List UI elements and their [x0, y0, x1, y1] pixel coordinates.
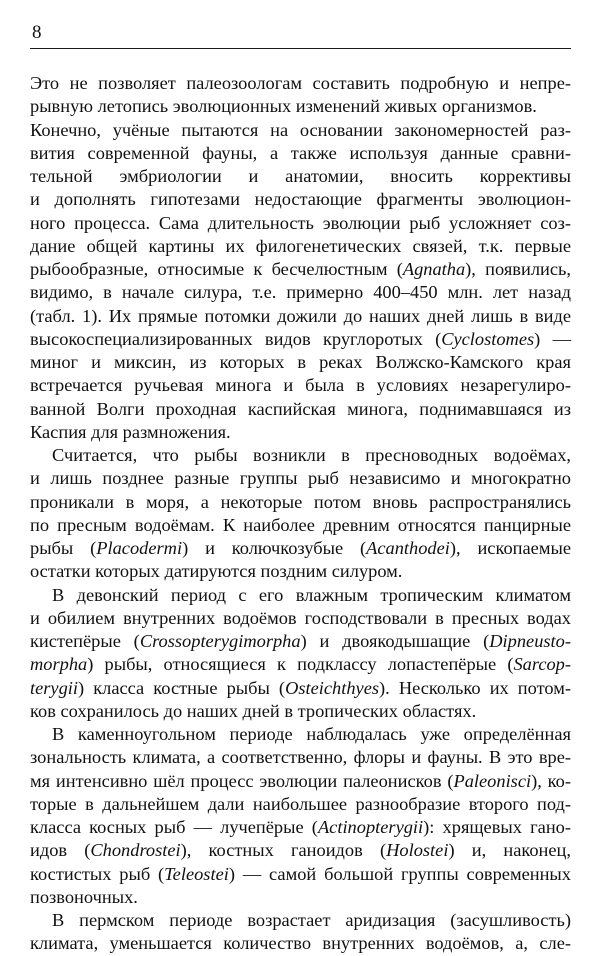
text-line: дание общей картины их филогенетических связей, т.к. первые	[30, 235, 571, 256]
running-header	[30, 22, 571, 49]
text-line: видимо, в начале силура, т.е. примерно 400–450 млн. лет назад	[30, 282, 571, 303]
text-line: Конечно, учёные пытаются на основании закономерностей раз-	[30, 119, 571, 140]
text-line: остатки которых датируются поздним силуром.	[30, 561, 403, 582]
text-line: миног и миксин, из которых в реках Волжско-Камского края	[30, 352, 571, 372]
text-line: идов (Chondrostei), костных ганоидов (Holostei) и, наконец,	[30, 840, 571, 861]
text-line: и обилием внутренних водоёмов господствовали в пресных водах	[30, 607, 571, 628]
text-line: рывную летопись эволюционных изменений живых организмов.	[30, 96, 537, 117]
text-line: рыбы (Placodermi) и колючкозубые (Acanthodei), ископаемые	[30, 538, 571, 558]
text-line: В девонский период с его влажным тропическим климатом	[52, 584, 571, 605]
text-line: рыбообразные, относимые к бесчелюстным (Agnatha), появились,	[30, 259, 571, 279]
text-line: костистых рыб (Teleostei) — самой большой группы современных	[30, 863, 571, 884]
text-line: проникали в моря, а некоторые потом вновь распространялись	[30, 491, 571, 512]
text-line: встречается ручьевая минога и была в условиях незарегулиро-	[30, 375, 571, 396]
text-line: В каменноугольном периоде наблюдалась уже определённая	[52, 724, 571, 744]
text-line: зональность климата, а соответственно, флоры и фауны. В это вре-	[30, 747, 571, 768]
text-line: по пресным водоёмам. К наиболее древним относятся панцирные	[30, 514, 571, 535]
text-line: terygii) класса костные рыбы (Osteichthyes). Несколько их потом-	[30, 677, 572, 698]
text-line: Каспия для размножения.	[30, 421, 231, 442]
text-line: тельной эмбриологии и анатомии, вносить коррективы	[30, 166, 571, 186]
body-text	[30, 72, 571, 956]
text-line: и лишь позднее разные группы рыб независимо и многократно	[30, 468, 571, 489]
text-line: ков сохранилось до наших дней в тропических областях.	[30, 700, 477, 721]
text-line: мя интенсивно шёл процесс эволюции палеонисков (Paleonisci), ко-	[30, 770, 572, 791]
text-line: высокоспециализированных видов круглоротых (Cyclostomes) —	[30, 328, 571, 349]
text-line: Это не позволяет палеозоологам составить подробную и непре-	[30, 73, 571, 93]
text-line: кистепёрые (Crossopterygimorpha) и двоякодышащие (Dipneusto-	[30, 631, 571, 651]
text-line: класса косных рыб — лучепёрые (Actinopterygii): хрящевых гано-	[30, 817, 571, 837]
page-number: 8	[32, 22, 42, 43]
text-line: ного процесса. Сама длительность эволюции рыб усложняет соз-	[30, 212, 571, 233]
text-line: и дополнять гипотезами недостающие фрагменты эволюцион-	[30, 189, 571, 210]
text-line: торые в дальнейшем дали наибольшее разнообразие второго под-	[30, 793, 571, 814]
text-line: В пермском периоде возрастает аридизация (засушливость)	[52, 910, 571, 930]
text-line: вития современной фауны, а также используя данные сравни-	[30, 142, 571, 163]
text-line: (табл. 1). Их прямые потомки дожили до наших дней лишь в виде	[30, 305, 571, 326]
text-line: позвоночных.	[30, 886, 138, 907]
text-line: Считается, что рыбы возникли в пресноводных водоёмах,	[52, 445, 571, 465]
text-line: климата, уменьшается количество внутренних водоёмов, а, сле-	[30, 933, 571, 954]
text-line: ванной Волги проходная каспийская минога, поднимавшаяся из	[30, 398, 571, 419]
text-line: morpha) рыбы, относящиеся к подклассу лопастепёрые (Sarcop-	[30, 654, 571, 675]
